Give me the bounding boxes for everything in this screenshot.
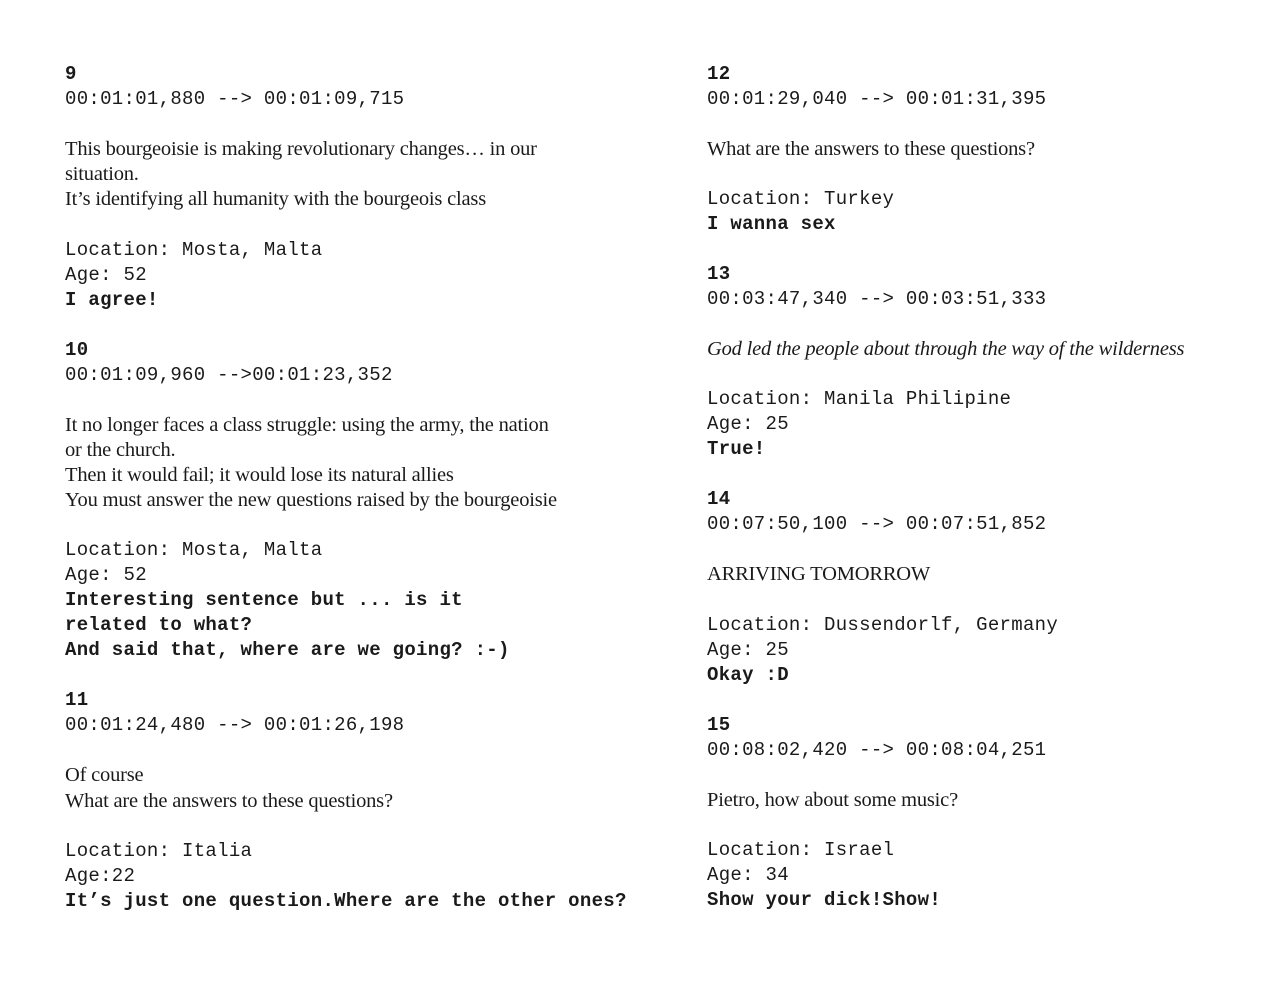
subtitle-entry xyxy=(707,713,1267,913)
entry-comment: True! xyxy=(707,438,766,461)
entry-timing: 00:01:09,960 -->00:01:23,352 xyxy=(65,363,393,386)
subtitle-entry xyxy=(65,338,625,664)
entry-location: Location: Israel xyxy=(707,838,895,861)
entry-timing: 00:01:24,480 --> 00:01:26,198 xyxy=(65,714,405,737)
entry-number: 10 xyxy=(65,338,89,361)
entry-age: Age:22 xyxy=(65,864,136,887)
right-column xyxy=(707,62,1267,913)
subtitle-line: What are the answers to these questions? xyxy=(65,789,393,812)
entry-number: 15 xyxy=(707,713,731,736)
entry-timing: 00:07:50,100 --> 00:07:51,852 xyxy=(707,513,1047,536)
entry-number: 14 xyxy=(707,488,731,511)
entry-location: Location: Mosta, Malta xyxy=(65,539,323,562)
subtitle-line: It no longer faces a class struggle: using the army, the nation xyxy=(65,413,549,436)
entry-age: Age: 25 xyxy=(707,413,789,436)
subtitle-entry xyxy=(707,487,1267,687)
entry-number: 13 xyxy=(707,263,731,286)
entry-age: Age: 34 xyxy=(707,863,789,886)
entry-comment: I wanna sex xyxy=(707,213,836,236)
entry-age: Age: 25 xyxy=(707,638,789,661)
entry-comment: related to what? xyxy=(65,614,253,637)
entry-number: 9 xyxy=(65,63,77,85)
subtitle-line: or the church. xyxy=(65,438,176,461)
entry-location: Location: Manila Philipine xyxy=(707,388,1012,411)
entry-number: 12 xyxy=(707,63,731,85)
entry-location: Location: Mosta, Malta xyxy=(65,238,323,261)
entry-location: Location: Turkey xyxy=(707,188,895,211)
left-column xyxy=(65,62,625,914)
subtitle-line: ARRIVING TOMORROW xyxy=(707,563,931,586)
entry-timing: 00:03:47,340 --> 00:03:51,333 xyxy=(707,288,1047,311)
subtitle-line: situation. xyxy=(65,163,139,186)
subtitle-line: Pietro, how about some music? xyxy=(707,788,958,811)
entry-comment: I agree! xyxy=(65,288,159,311)
entry-timing: 00:08:02,420 --> 00:08:04,251 xyxy=(707,738,1047,761)
entry-age: Age: 52 xyxy=(65,564,147,587)
subtitle-line: Then it would fail; it would lose its natural allies xyxy=(65,464,454,487)
subtitle-line: You must answer the new questions raised by the bourgeoisie xyxy=(65,489,557,512)
entry-number: 11 xyxy=(65,689,89,712)
entry-age: Age: 52 xyxy=(65,263,147,286)
entry-comment: Okay :D xyxy=(707,663,789,686)
entry-comment: Show your dick!Show! xyxy=(707,888,942,911)
subtitle-entry xyxy=(65,62,625,313)
subtitle-line: It’s identifying all humanity with the bourgeois class xyxy=(65,188,486,211)
subtitle-line: Of course xyxy=(65,764,144,787)
entry-comment: It’s just one question.Where are the other ones? xyxy=(65,889,627,912)
subtitle-line: This bourgeoisie is making revolutionary changes… in our xyxy=(65,138,537,160)
entry-comment: Interesting sentence but ... is it xyxy=(65,589,463,612)
entry-timing: 00:01:29,040 --> 00:01:31,395 xyxy=(707,88,1047,110)
entry-timing: 00:01:01,880 --> 00:01:09,715 xyxy=(65,88,405,110)
subtitle-entry xyxy=(65,688,625,913)
subtitle-entry xyxy=(707,62,1267,237)
entry-location: Location: Dussendorlf, Germany xyxy=(707,613,1059,636)
entry-comment: And said that, where are we going? :-) xyxy=(65,639,510,662)
subtitle-entry xyxy=(707,262,1267,462)
subtitle-line: What are the answers to these questions? xyxy=(707,138,1035,160)
subtitle-line: God led the people about through the way of the wilderness xyxy=(707,338,1185,361)
entry-location: Location: Italia xyxy=(65,839,253,862)
